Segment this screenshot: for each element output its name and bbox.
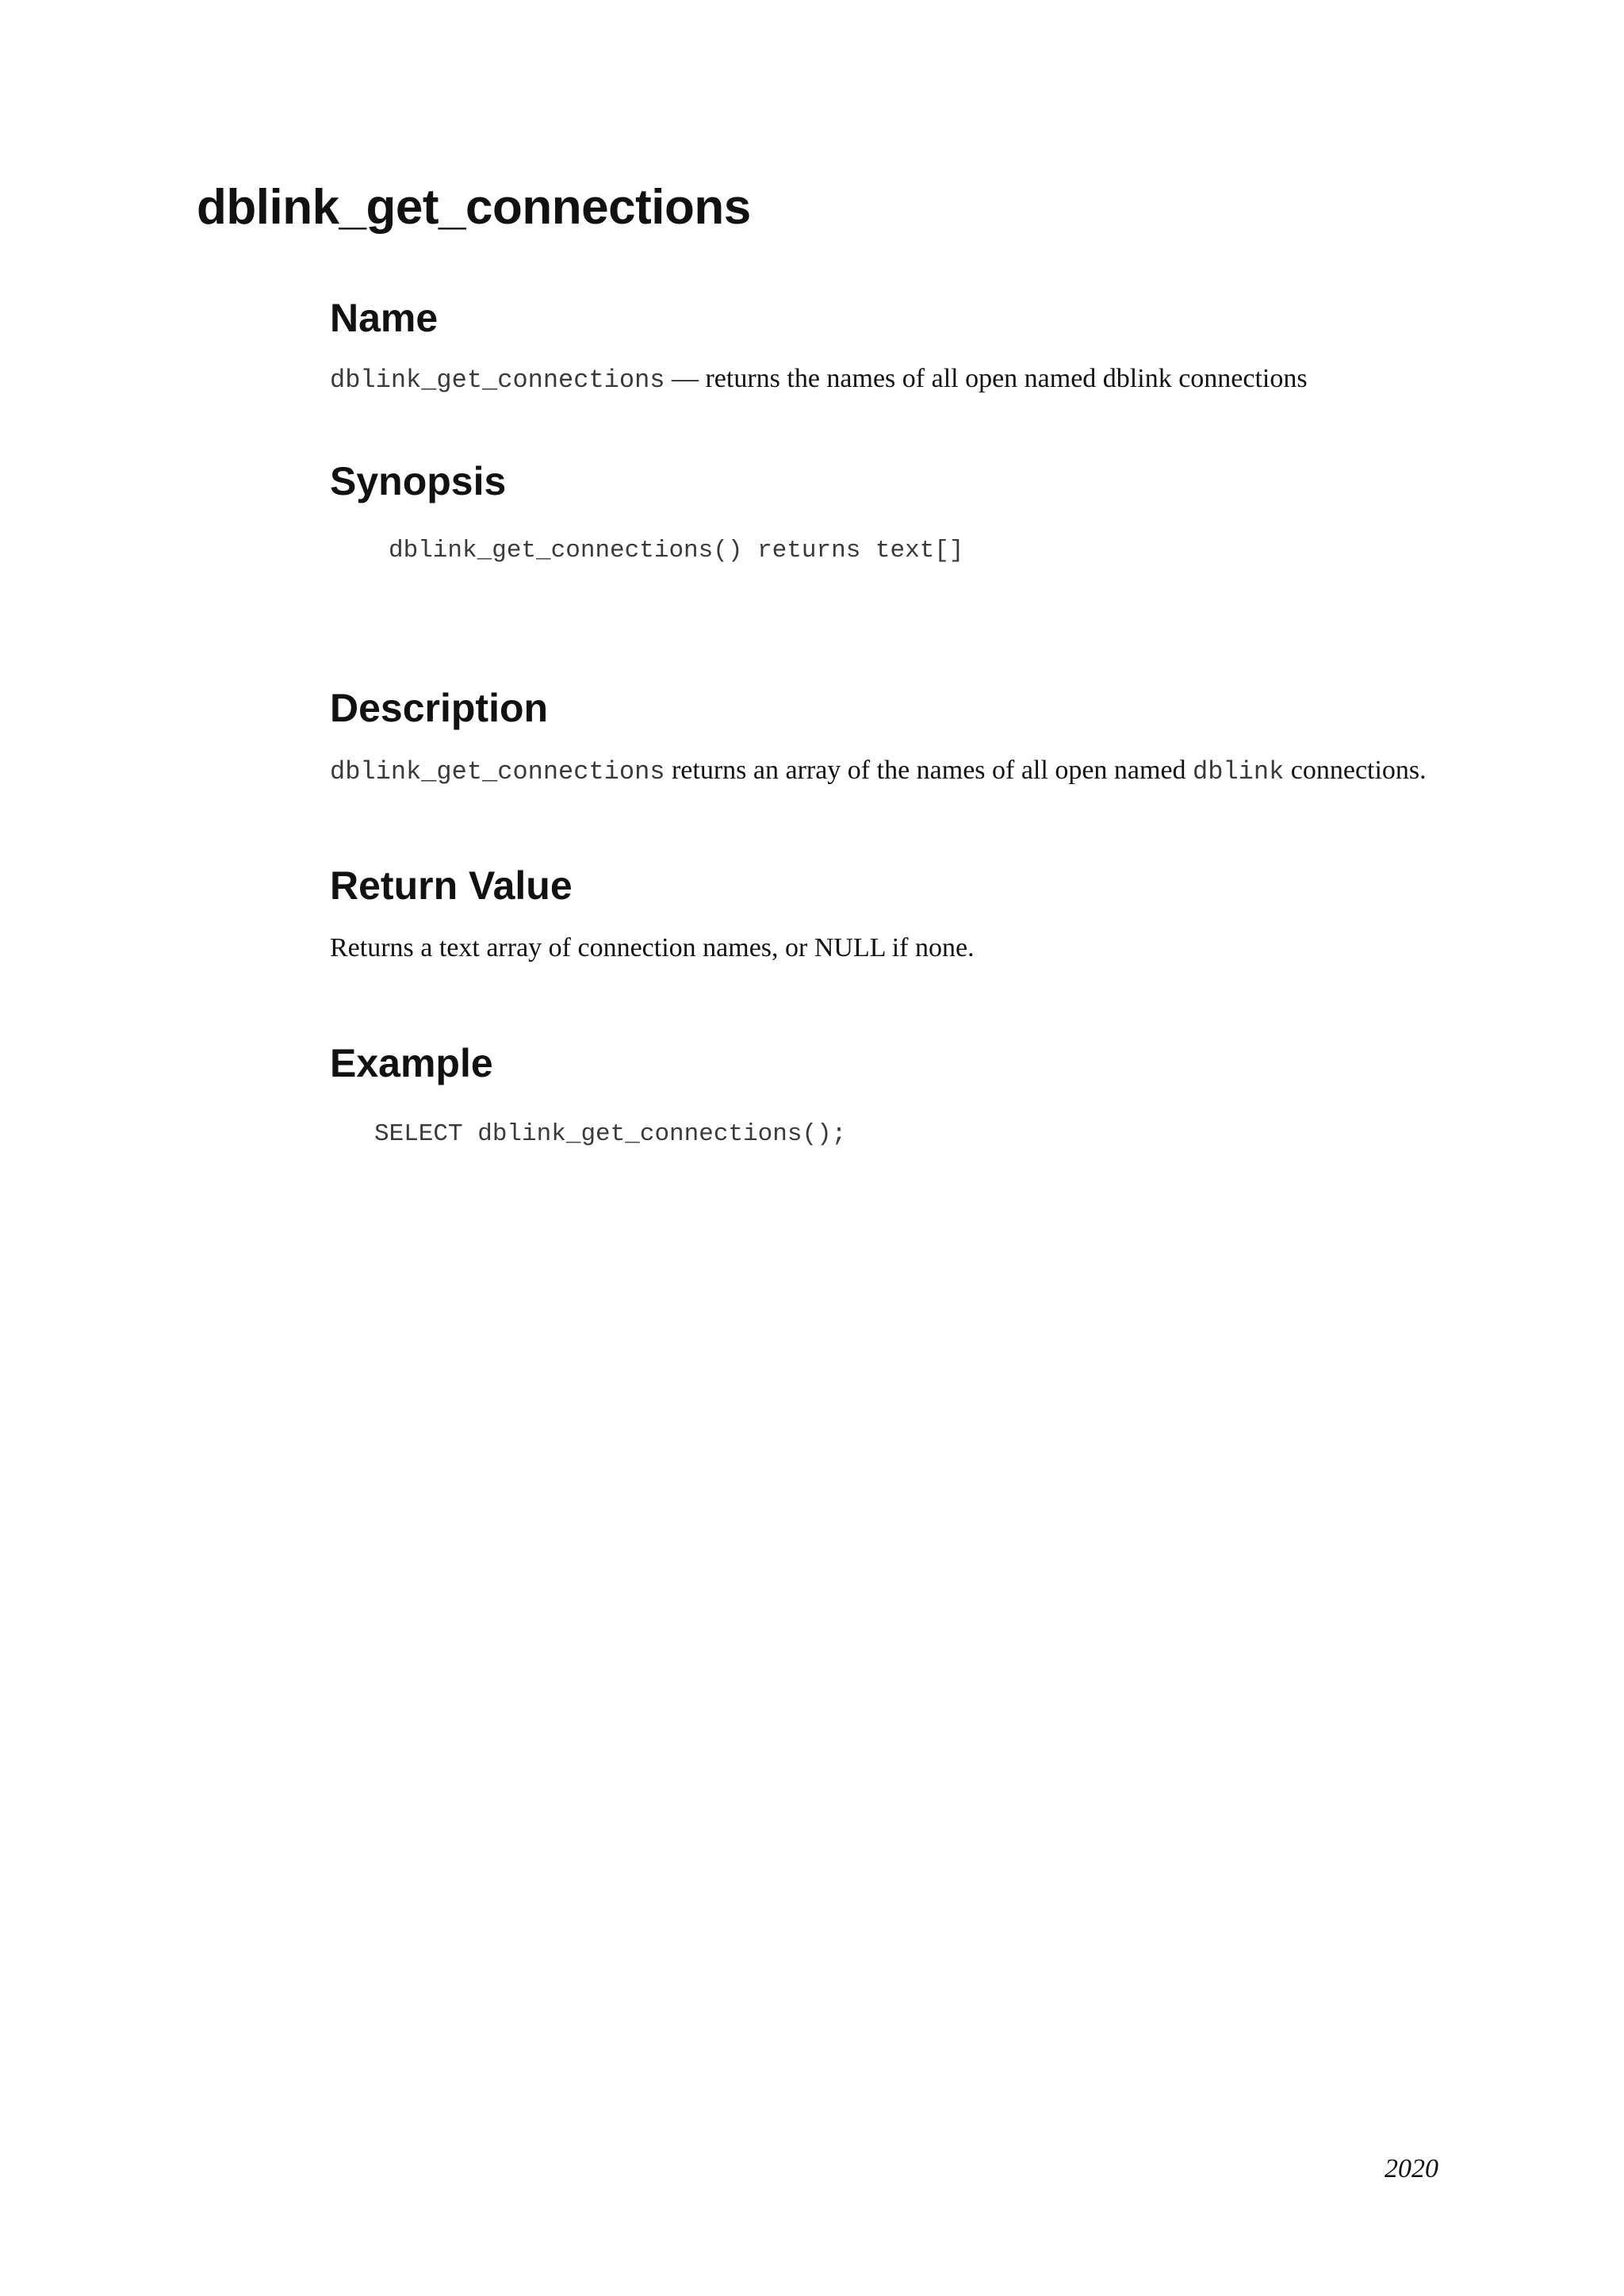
description-function-name: dblink_get_connections (330, 757, 665, 786)
page-number: 2020 (1385, 2154, 1438, 2183)
description-text-middle: returns an array of the names of all open named (665, 756, 1193, 785)
name-summary (330, 363, 1308, 396)
name-heading: Name (330, 296, 439, 340)
return-value-text: Returns a text array of connection names, or NULL if none. (330, 933, 975, 962)
name-summary-text: — returns the names of all open named dblink connections (665, 364, 1308, 393)
description-text (330, 755, 1427, 787)
description-heading: Description (330, 686, 549, 730)
example-heading: Example (330, 1041, 493, 1085)
synopsis-code: dblink_get_connections() returns text[] (389, 537, 964, 564)
return-value-heading: Return Value (330, 863, 573, 908)
example-code: SELECT dblink_get_connections(); (374, 1120, 847, 1148)
description-text-end: connections. (1284, 756, 1427, 785)
synopsis-heading: Synopsis (330, 459, 507, 503)
page-title: dblink_get_connections (197, 180, 751, 235)
module-name: dblink (1193, 757, 1285, 786)
function-name: dblink_get_connections (330, 365, 665, 395)
